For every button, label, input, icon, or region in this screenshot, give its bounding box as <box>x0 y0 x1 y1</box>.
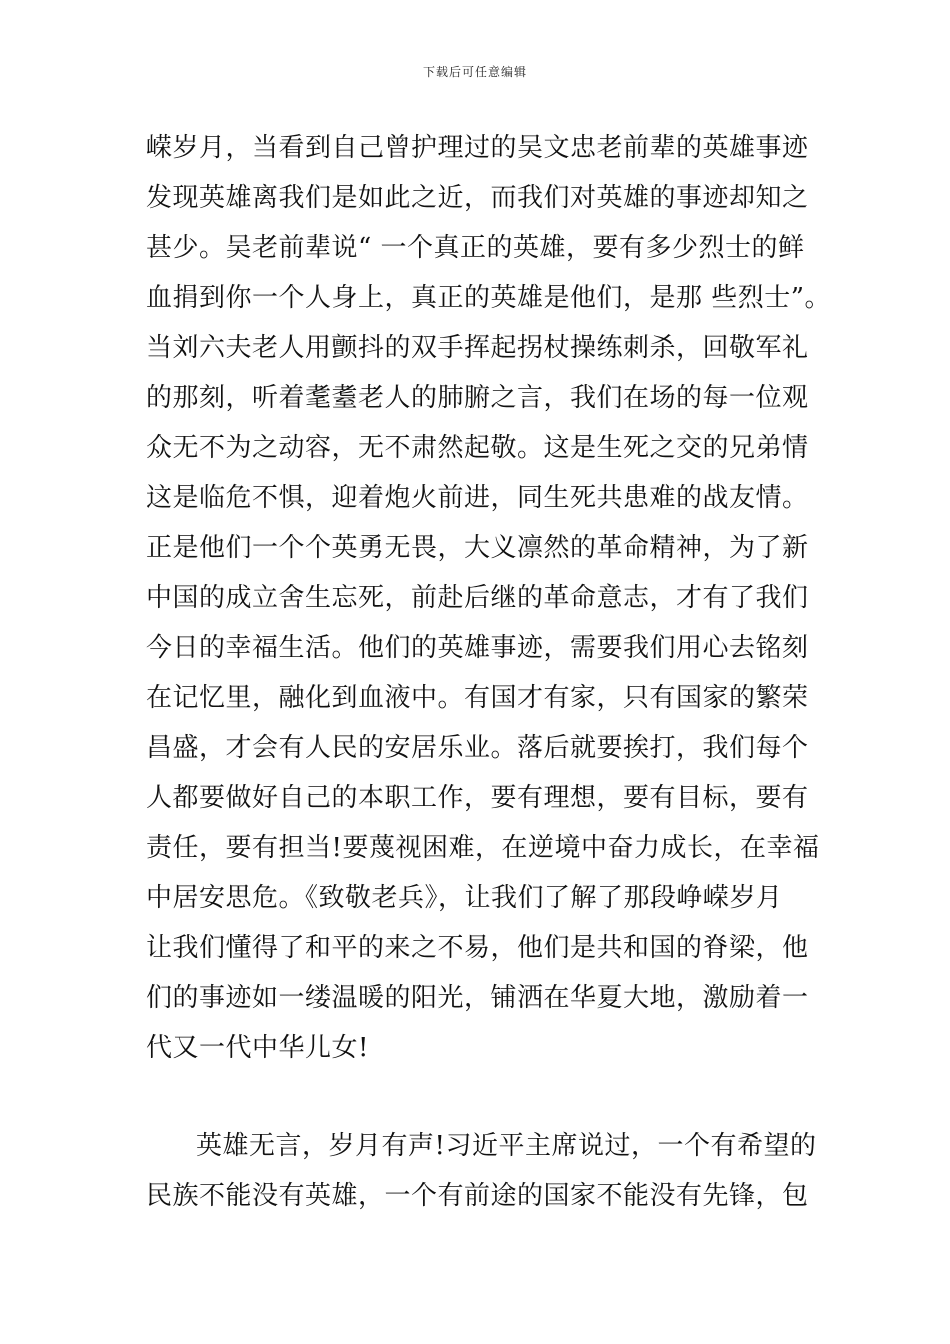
text-line: 代又一代中华儿女! <box>146 1033 369 1063</box>
text-line: 正是他们一个个英勇无畏，大义凛然的革命精神，为了新 <box>146 533 809 563</box>
text-line: 中国的成立舍生忘死，前赴后继的革命意志，才有了我们 <box>146 583 809 613</box>
text-line: 当刘六夫老人用颤抖的双手挥起拐杖操练刺杀，回敬军礼 <box>146 333 809 363</box>
page-header-note: 下载后可任意编辑 <box>422 65 527 79</box>
text-line: 们的事迹如一缕温暖的阳光，铺洒在华夏大地，激励着一 <box>146 983 809 1013</box>
text-line: 昌盛，才会有人民的安居乐业。落后就要挨打，我们每个 <box>146 733 809 763</box>
text-line: 英雄无言，岁月有声!习近平主席说过，一个有希望的 <box>196 1131 817 1161</box>
text-line: 让我们懂得了和平的来之不易，他们是共和国的脊梁，他 <box>146 933 809 963</box>
text-line: 甚少。吴老前辈说“ 一个真正的英雄，要有多少烈士的鲜 <box>146 233 805 263</box>
text-line: 这是临危不惧，迎着炮火前进，同生死共患难的战友情。 <box>146 483 809 513</box>
text-line: 众无不为之动容，无不肃然起敬。这是生死之交的兄弟情 <box>146 433 809 463</box>
text-line: 发现英雄离我们是如此之近，而我们对英雄的事迹却知之 <box>146 183 809 213</box>
text-line: 血捐到你一个人身上，真正的英雄是他们，是那 些烈士”。 <box>146 283 832 313</box>
text-line: 在记忆里，融化到血液中。有国才有家，只有国家的繁荣 <box>146 683 809 713</box>
text-line: 的那刻，听着耄耋老人的肺腑之言，我们在场的每一位观 <box>146 383 809 413</box>
text-line: 责任，要有担当!要蔑视困难，在逆境中奋力成长，在幸福 <box>146 833 820 863</box>
text-line: 人都要做好自己的本职工作，要有理想，要有目标，要有 <box>146 783 809 813</box>
text-line: 民族不能没有英雄，一个有前途的国家不能没有先锋，包 <box>146 1181 809 1211</box>
text-line: 今日的幸福生活。他们的英雄事迹，需要我们用心去铭刻 <box>146 633 809 663</box>
text-line: 中居安思危。《致敬老兵》，让我们了解了那段峥嵘岁月 <box>146 883 783 913</box>
text-line: 嵘岁月，当看到自己曾护理过的吴文忠老前辈的英雄事迹 <box>146 133 809 163</box>
